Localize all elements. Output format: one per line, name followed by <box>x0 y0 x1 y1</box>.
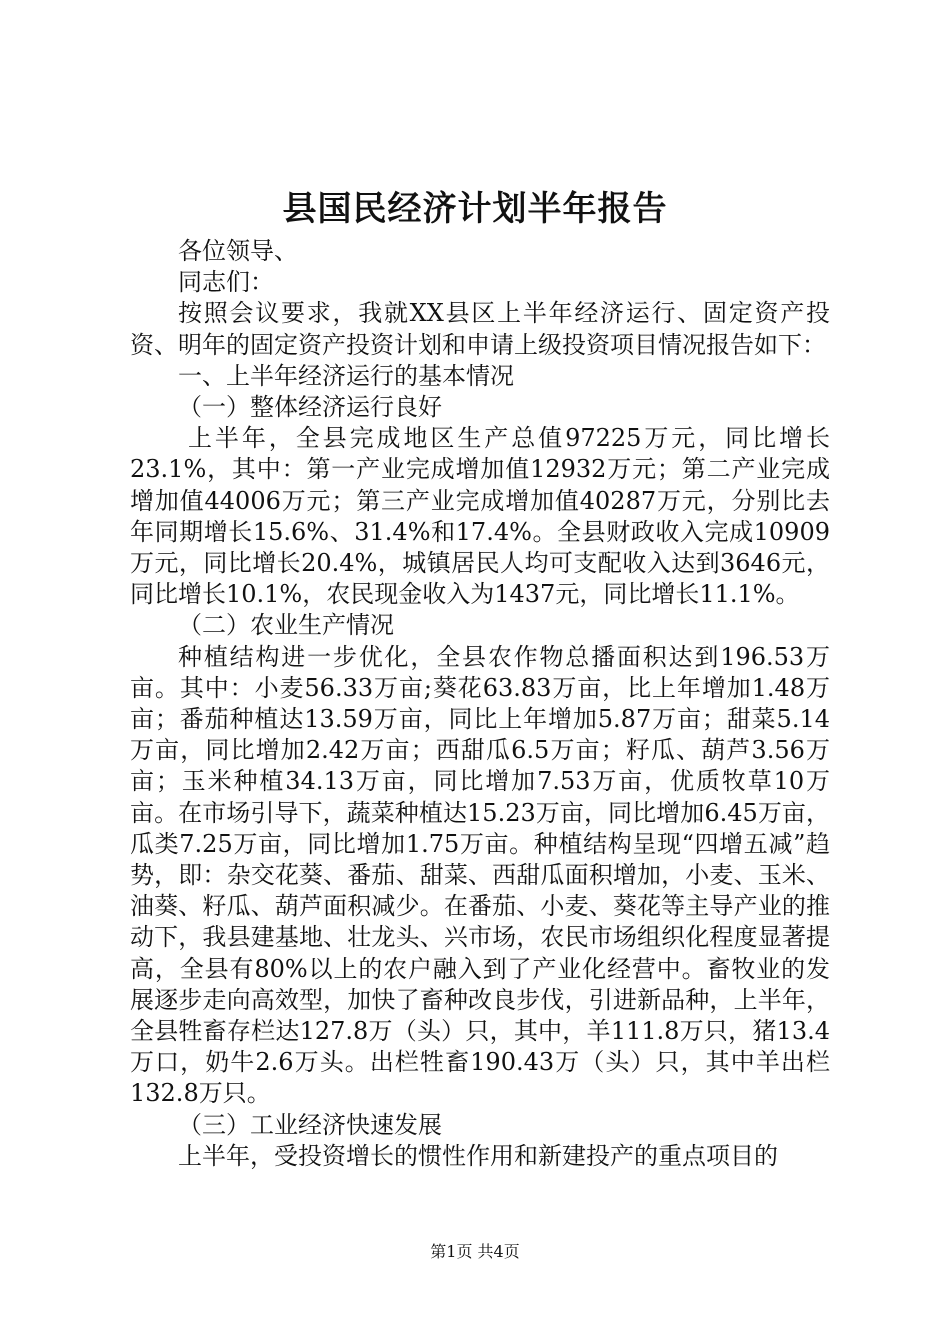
salutation-leaders: 各位领导、 <box>178 237 298 265</box>
document-title: 县国民经济计划半年报告 <box>282 189 668 229</box>
subsection-heading-3: （三）工业经济快速发展 <box>178 1110 442 1139</box>
salutation-comrades: 同志们： <box>178 268 274 297</box>
paragraph-agriculture: 种植结构进一步优化，全县农作物总播面积达到196.53万亩。其中：小麦56.33万亩;葵花63.83万亩，比上年增加1.48万亩；番茄种植达13.59万亩，同比上年增加5.87万亩；甜菜5.14万亩，同比增加2.42万亩；西甜瓜6.5万亩；籽瓜、葫芦3.56万亩；玉米种植34.13万亩，同比增加7.53万亩，优质牧草10万亩。在市场引导下，蔬菜种植达15.23万亩，同比增加6.45万亩，瓜类7.25万亩，同比增加1.75万亩。种植结构呈现“四增五减”趋势，即：杂交花葵、番茄、甜菜、西甜瓜面积增加，小麦、玉米、油葵、籽瓜、葫芦面积减少。在番茄、小麦、葵花等主导产业的推动下，我县建基地、壮龙头、兴市场，农民市场组织化程度显著提高，全县有80%以上的农户融入到了产业化经营中。畜牧业的发展逐步走向高效型，加快了畜种改良步伐，引进新品种，上半年，全县牲畜存栏达127.8万（头）只，其中，羊111.8万只，猪13.4万口，奶牛2.6万头。出栏牲畜190.43万（头）只，其中羊出栏132.8万只。 <box>130 642 830 1108</box>
subsection-heading-1: （一）整体经济运行良好 <box>178 393 442 422</box>
subsection-heading-2: （二）农业生产情况 <box>178 611 394 640</box>
page-footer: 第1页 共4页 <box>430 1242 520 1261</box>
paragraph-industry: 上半年，受投资增长的惯性作用和新建投产的重点项目的 <box>178 1141 778 1170</box>
paragraph-economy: 上半年，全县完成地区生产总值97225万元，同比增长23.1%，其中：第一产业完成增加值12932万元；第二产业完成增加值44006万元；第三产业完成增加值40287万元，分别比去年同期增长15.6%、31.4%和17.4%。全县财政收入完成10909万元，同比增长20.4%，城镇居民人均可支配收入达到3646元，同比增长10.1%，农民现金收入为1437元，同比增长11.1%。 <box>130 424 830 609</box>
intro-paragraph: 按照会议要求，我就XX县区上半年经济运行、固定资产投资、明年的固定资产投资计划和申请上级投资项目情况报告如下： <box>130 299 830 359</box>
section-heading-1: 一、上半年经济运行的基本情况 <box>178 361 514 390</box>
document-body <box>130 236 830 1172</box>
